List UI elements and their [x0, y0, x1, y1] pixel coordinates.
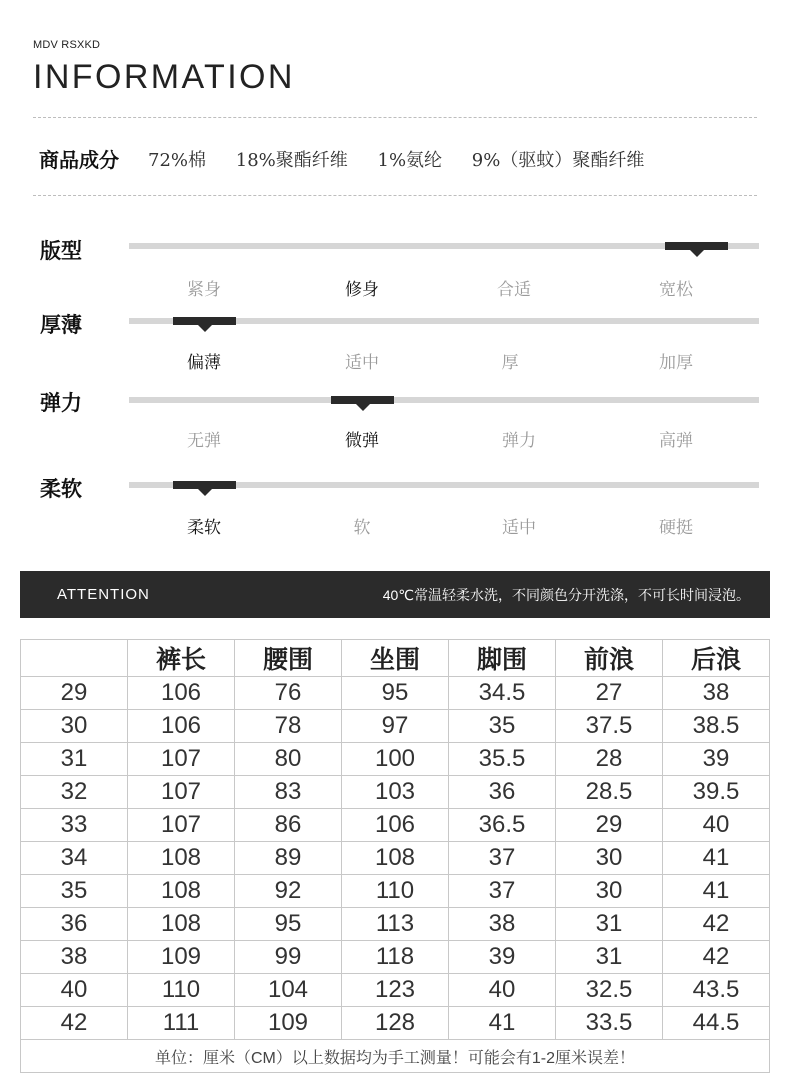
measurement-cell: 104 — [235, 974, 342, 1007]
measurement-cell: 76 — [235, 677, 342, 710]
table-body — [21, 677, 770, 1040]
measurement-cell: 106 — [342, 809, 449, 842]
table-header-row — [21, 640, 770, 677]
header-cell: 后浪 — [663, 640, 770, 677]
measurement-cell: 37 — [449, 842, 556, 875]
measurement-cell: 106 — [128, 677, 235, 710]
measurement-cell: 36.5 — [449, 809, 556, 842]
measurement-cell: 106 — [128, 710, 235, 743]
measurement-cell: 40 — [663, 809, 770, 842]
fit-option: 宽松 — [659, 280, 693, 299]
measurement-cell: 97 — [342, 710, 449, 743]
header-cell: 坐围 — [342, 640, 449, 677]
attention-note: 40℃常温轻柔水洗，不同颜色分开洗涤，不可长时间浸泡。 — [382, 587, 750, 603]
thickness-scale — [129, 318, 759, 324]
measurement-cell: 37 — [449, 875, 556, 908]
measurement-cell: 31 — [556, 941, 663, 974]
composition-item: 72%棉 — [148, 150, 207, 171]
measurement-cell: 39.5 — [663, 776, 770, 809]
size-cell: 32 — [21, 776, 128, 809]
measurement-cell: 35.5 — [449, 743, 556, 776]
thickness-option: 加厚 — [659, 353, 693, 372]
measurement-cell: 32.5 — [556, 974, 663, 1007]
attr-label-fit: 版型 — [40, 240, 82, 263]
divider — [33, 195, 757, 196]
table-row — [21, 1007, 770, 1040]
measurement-cell: 41 — [663, 842, 770, 875]
measurement-cell: 38 — [663, 677, 770, 710]
elasticity-option: 高弹 — [659, 431, 693, 450]
measurement-cell: 111 — [128, 1007, 235, 1040]
measurement-cell: 28.5 — [556, 776, 663, 809]
thickness-option: 偏薄 — [187, 353, 221, 372]
measurement-cell: 38 — [449, 908, 556, 941]
table-row — [21, 776, 770, 809]
thickness-option: 厚 — [501, 353, 519, 372]
table-row — [21, 809, 770, 842]
measurement-cell: 36 — [449, 776, 556, 809]
header-cell — [21, 640, 128, 677]
composition-item: 9%（驱蚊）聚酯纤维 — [471, 150, 645, 171]
thickness-marker — [173, 317, 236, 325]
measurement-cell: 41 — [663, 875, 770, 908]
measurement-cell: 110 — [128, 974, 235, 1007]
measurement-cell: 35 — [449, 710, 556, 743]
measurement-cell: 42 — [663, 908, 770, 941]
composition-item: 18%聚酯纤维 — [235, 150, 348, 171]
attention-title: ATTENTION — [57, 586, 150, 603]
measurement-cell: 108 — [342, 842, 449, 875]
measurement-cell: 42 — [663, 941, 770, 974]
measurement-cell: 109 — [128, 941, 235, 974]
measurement-cell: 27 — [556, 677, 663, 710]
measurement-cell: 43.5 — [663, 974, 770, 1007]
attr-label-elasticity: 弹力 — [40, 392, 82, 415]
table-row — [21, 941, 770, 974]
size-cell: 34 — [21, 842, 128, 875]
softness-option: 硬挺 — [659, 518, 693, 537]
attr-label-softness: 柔软 — [40, 478, 82, 501]
table-row — [21, 908, 770, 941]
softness-marker — [173, 481, 236, 489]
softness-option: 适中 — [502, 518, 536, 537]
measurement-cell: 31 — [556, 908, 663, 941]
table-row — [21, 842, 770, 875]
measurement-cell: 39 — [449, 941, 556, 974]
table-row — [21, 677, 770, 710]
measurement-cell: 108 — [128, 875, 235, 908]
brand-name: MDV RSXKD — [33, 39, 101, 51]
attention-banner — [20, 571, 770, 618]
measurement-cell: 109 — [235, 1007, 342, 1040]
composition-label: 商品成分 — [39, 150, 119, 172]
page-title: INFORMATION — [33, 58, 295, 96]
size-cell: 29 — [21, 677, 128, 710]
measurement-cell: 108 — [128, 908, 235, 941]
size-cell: 35 — [21, 875, 128, 908]
measurement-cell: 113 — [342, 908, 449, 941]
table-row — [21, 974, 770, 1007]
size-cell: 42 — [21, 1007, 128, 1040]
measurement-cell: 44.5 — [663, 1007, 770, 1040]
table-row — [21, 875, 770, 908]
elasticity-option: 无弹 — [187, 431, 221, 450]
measurement-cell: 28 — [556, 743, 663, 776]
fit-scale — [129, 243, 759, 249]
measurement-cell: 108 — [128, 842, 235, 875]
composition-item: 1%氨纶 — [377, 150, 443, 171]
header-cell: 脚围 — [449, 640, 556, 677]
softness-scale — [129, 482, 759, 488]
measurement-cell: 92 — [235, 875, 342, 908]
divider — [33, 117, 757, 118]
size-cell: 36 — [21, 908, 128, 941]
fit-option: 合适 — [497, 280, 531, 299]
measurement-cell: 123 — [342, 974, 449, 1007]
measurement-cell: 95 — [342, 677, 449, 710]
fit-marker — [665, 242, 728, 250]
measurement-cell: 107 — [128, 743, 235, 776]
size-cell: 40 — [21, 974, 128, 1007]
measurement-cell: 95 — [235, 908, 342, 941]
table-row — [21, 710, 770, 743]
header-cell: 腰围 — [235, 640, 342, 677]
attr-label-thickness: 厚薄 — [40, 314, 82, 337]
measurement-cell: 107 — [128, 809, 235, 842]
measurement-cell: 86 — [235, 809, 342, 842]
measurement-cell: 103 — [342, 776, 449, 809]
measurement-cell: 78 — [235, 710, 342, 743]
measurement-cell: 34.5 — [449, 677, 556, 710]
measurement-note: 单位：厘米（CM）以上数据均为手工测量！可能会有1-2厘米误差！ — [21, 1040, 770, 1073]
header-cell: 裤长 — [128, 640, 235, 677]
measurement-cell: 89 — [235, 842, 342, 875]
measurement-cell: 100 — [342, 743, 449, 776]
measurement-cell: 41 — [449, 1007, 556, 1040]
measurement-cell: 33.5 — [556, 1007, 663, 1040]
thickness-option: 适中 — [345, 353, 379, 372]
elasticity-marker — [331, 396, 394, 404]
measurement-cell: 30 — [556, 842, 663, 875]
measurement-cell: 110 — [342, 875, 449, 908]
measurement-cell: 118 — [342, 941, 449, 974]
composition-list — [148, 146, 668, 172]
measurement-cell: 128 — [342, 1007, 449, 1040]
table-footer-row — [21, 1040, 770, 1073]
size-cell: 31 — [21, 743, 128, 776]
fit-option: 紧身 — [187, 280, 221, 299]
size-table — [20, 639, 770, 1073]
fit-option: 修身 — [345, 280, 379, 299]
size-cell: 30 — [21, 710, 128, 743]
measurement-cell: 80 — [235, 743, 342, 776]
elasticity-option: 微弹 — [345, 431, 379, 450]
measurement-cell: 37.5 — [556, 710, 663, 743]
elasticity-option: 弹力 — [502, 431, 536, 450]
measurement-cell: 38.5 — [663, 710, 770, 743]
elasticity-scale — [129, 397, 759, 403]
measurement-cell: 39 — [663, 743, 770, 776]
measurement-cell: 40 — [449, 974, 556, 1007]
measurement-cell: 83 — [235, 776, 342, 809]
measurement-cell: 30 — [556, 875, 663, 908]
measurement-cell: 99 — [235, 941, 342, 974]
measurement-cell: 29 — [556, 809, 663, 842]
size-cell: 33 — [21, 809, 128, 842]
softness-option: 软 — [353, 518, 371, 537]
table-row — [21, 743, 770, 776]
header-cell: 前浪 — [556, 640, 663, 677]
measurement-cell: 107 — [128, 776, 235, 809]
softness-option: 柔软 — [187, 518, 221, 537]
size-cell: 38 — [21, 941, 128, 974]
